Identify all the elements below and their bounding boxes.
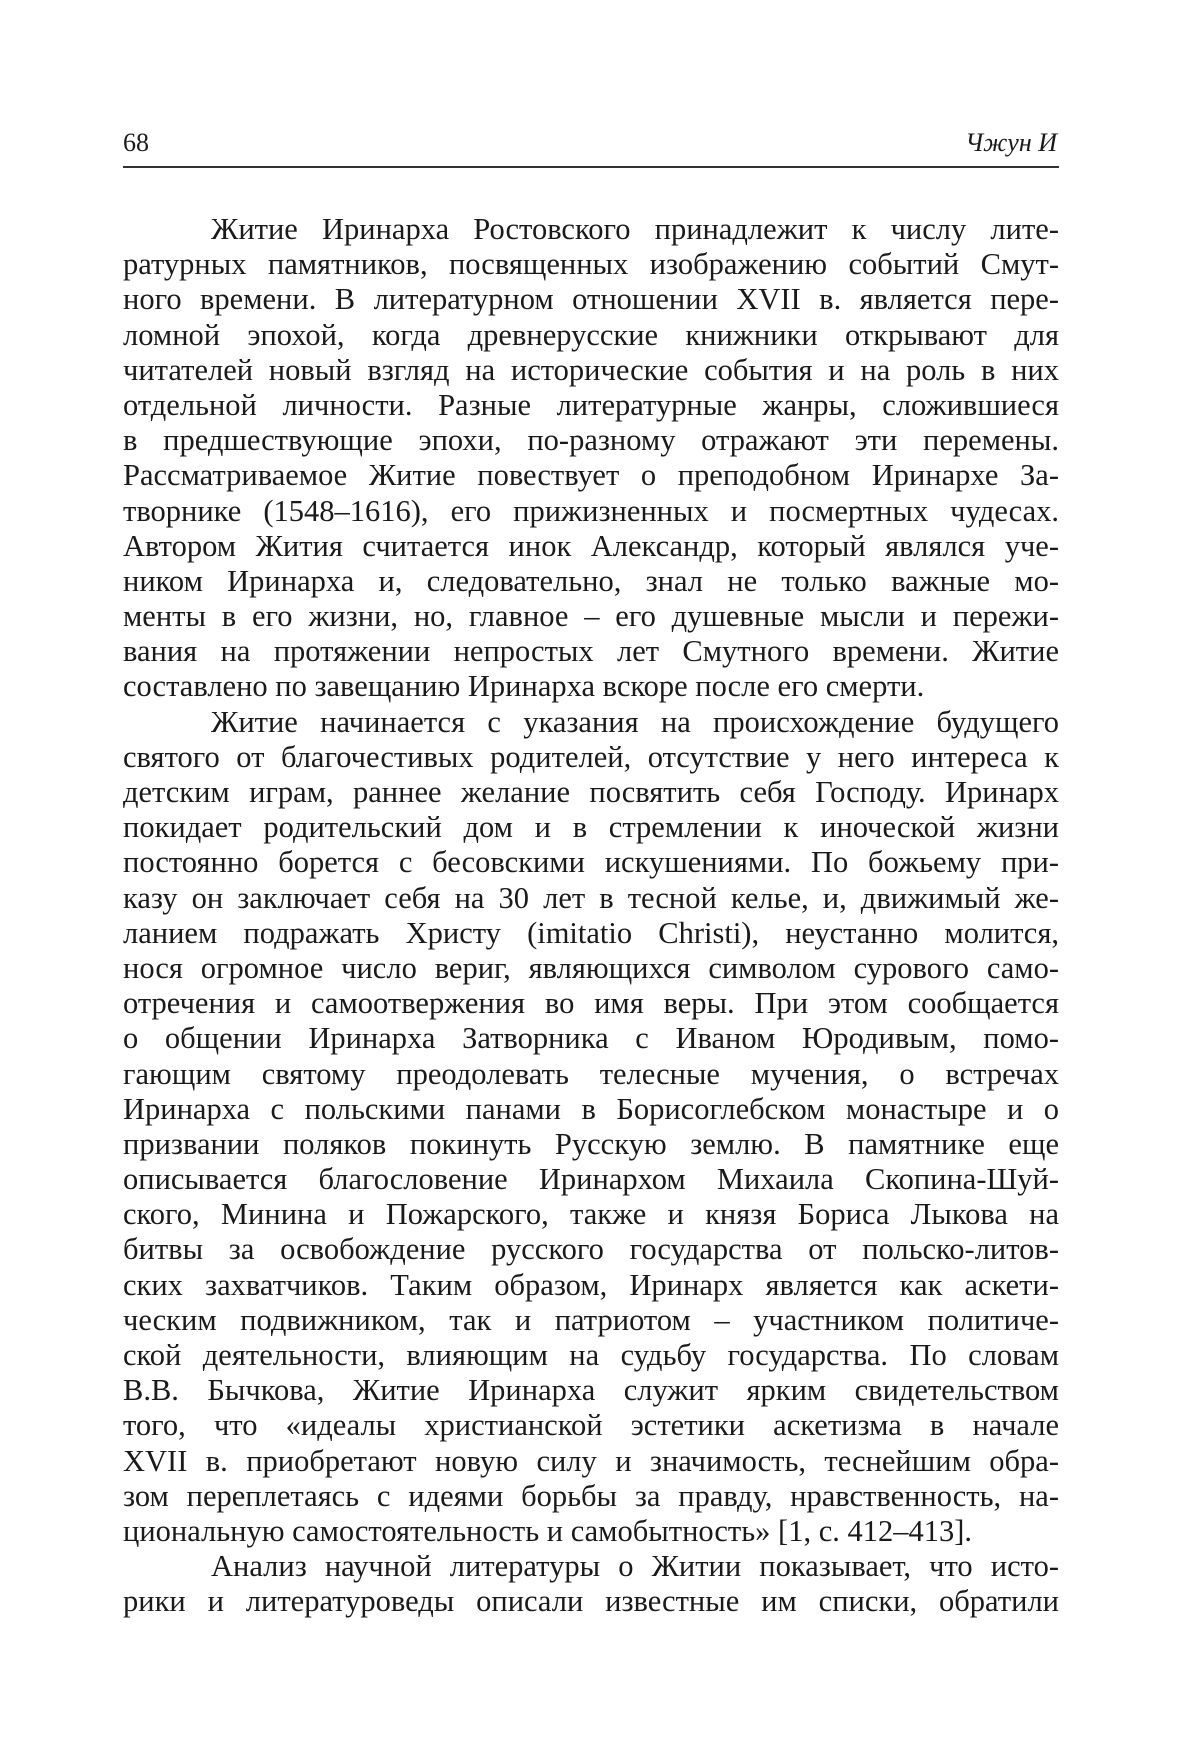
text-line: творнике (1548–1616), его прижизненных и посмертных чудесах. <box>123 493 1059 528</box>
text-line: покидает родительский дом и в стремлении к иноческой жизни <box>123 810 1059 845</box>
text-line: битвы за освобождение русского государства от польско-литов- <box>123 1232 1059 1267</box>
page-number: 68 <box>123 128 149 157</box>
text-line: вания на протяжении непростых лет Смутного времени. Житие <box>123 634 1059 669</box>
text-line: Иринарха с польскими панами в Борисоглебском монастыре и о <box>123 1091 1059 1126</box>
text-line: постоянно борется с бесовскими искушениями. По божьему при- <box>123 845 1059 880</box>
text-line: Автором Жития считается инок Александр, который являлся уче- <box>123 528 1059 563</box>
text-line: читателей новый взгляд на исторические события и на роль в них <box>123 352 1059 387</box>
text-line: В.В. Бычкова, Житие Иринарха служит ярким свидетельством <box>123 1373 1059 1408</box>
text-line: отречения и самоотвержения во имя веры. При этом сообщается <box>123 986 1059 1021</box>
text-line: зом переплетаясь с идеями борьбы за правду, нравственность, на- <box>123 1478 1059 1513</box>
text-line: рики и литературоведы описали известные им списки, обратили <box>123 1584 1059 1619</box>
text-line: нося огромное число вериг, являющихся символом сурового само- <box>123 950 1059 985</box>
text-line: призвании поляков покинуть Русскую землю. В памятнике еще <box>123 1126 1059 1161</box>
body-text <box>123 212 1059 1620</box>
text-line: ратурных памятников, посвященных изображению событий Смут- <box>123 247 1059 282</box>
text-line: Житие Иринарха Ростовского принадлежит к числу лите- <box>211 212 1059 246</box>
text-line: ного времени. В литературном отношении XVII в. является пере- <box>123 282 1059 317</box>
text-line: ских захватчиков. Таким образом, Иринарх является как аскети- <box>123 1267 1059 1302</box>
text-line: циональную самостоятельность и самобытность» [1, с. 412–413]. <box>123 1513 973 1548</box>
text-line: менты в его жизни, но, главное – его душевные мысли и пережи- <box>123 599 1059 634</box>
text-line: в предшествующие эпохи, по-разному отражают эти перемены. <box>123 423 1059 458</box>
text-line: отдельной личности. Разные литературные жанры, сложившиеся <box>123 387 1059 422</box>
text-line: описывается благословение Иринархом Михаила Скопина-Шуй- <box>123 1162 1059 1197</box>
running-head-author: Чжун И <box>965 128 1057 157</box>
paragraph-2 <box>123 705 1059 1550</box>
page <box>123 128 1059 1620</box>
paragraph-3 <box>123 1549 1059 1619</box>
running-header <box>123 128 1059 168</box>
text-line: Анализ научной литературы о Житии показывает, что исто- <box>211 1549 1059 1584</box>
text-line: гающим святому преодолевать телесные мучения, о встречах <box>123 1056 1059 1091</box>
text-line: ской деятельности, влияющим на судьбу государства. По словам <box>123 1338 1059 1372</box>
text-line: Рассматриваемое Житие повествует о преподобном Иринархе За- <box>123 458 1059 493</box>
text-line: ломной эпохой, когда древнерусские книжники открывают для <box>123 317 1059 352</box>
text-line: Житие начинается с указания на происхождение будущего <box>211 704 1059 739</box>
text-line: ского, Минина и Пожарского, также и князя Бориса Лыкова на <box>123 1197 1059 1232</box>
text-line: ланием подражать Христу (imitatio Christi), неустанно молится, <box>123 915 1059 950</box>
text-line: XVII в. приобретают новую силу и значимость, теснейшим обра- <box>123 1443 1059 1478</box>
text-line: о общении Иринарха Затворника с Иваном Юродивым, помо- <box>123 1021 1059 1056</box>
text-line: составлено по завещанию Иринарха вскоре после его смерти. <box>123 669 925 704</box>
text-line: детским играм, раннее желание посвятить себя Господу. Иринарх <box>123 775 1059 809</box>
text-line: святого от благочестивых родителей, отсутствие у него интереса к <box>123 739 1059 774</box>
text-line: казу он заключает себя на 30 лет в тесной келье, и, движимый же- <box>123 880 1059 915</box>
text-line: ческим подвижником, так и патриотом – участником политиче- <box>123 1302 1059 1337</box>
text-line: того, что «идеалы христианской эстетики аскетизма в начале <box>123 1408 1059 1443</box>
paragraph-1 <box>123 212 1059 705</box>
text-line: ником Иринарха и, следовательно, знал не только важные мо- <box>123 563 1059 598</box>
